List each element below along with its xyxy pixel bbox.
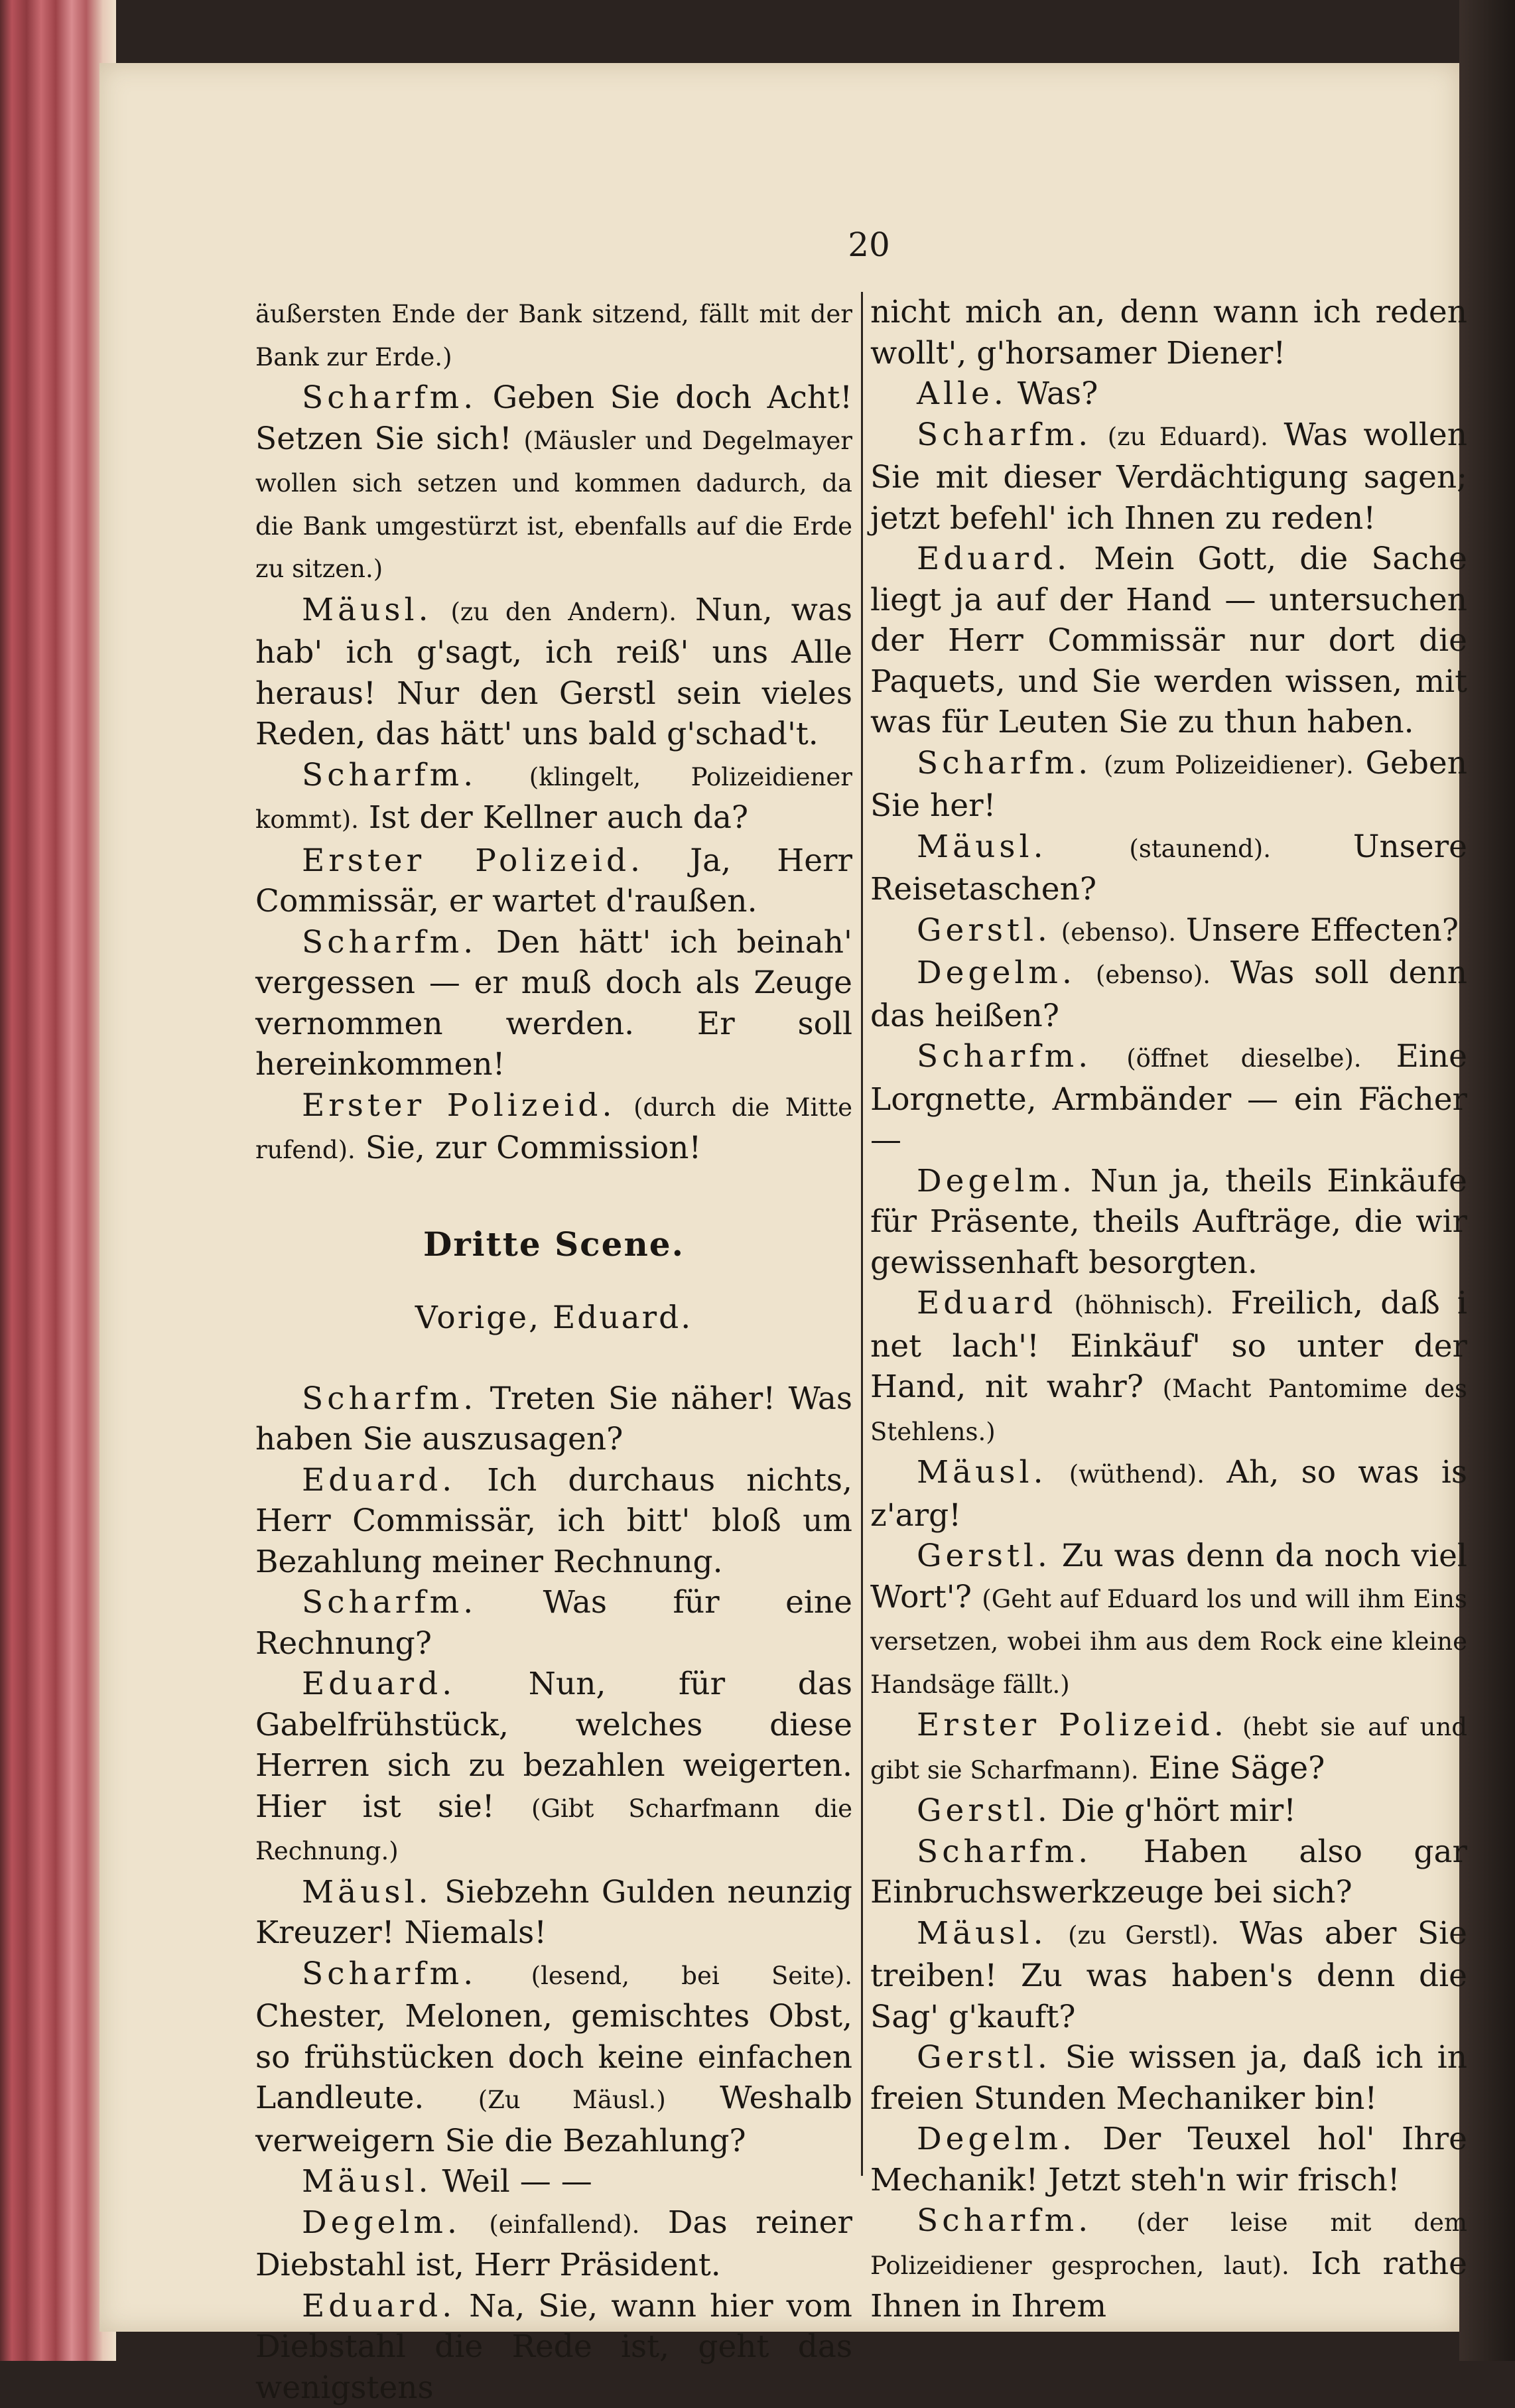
speaker: Gerstl.	[917, 912, 1051, 949]
stage-direction: (ebenso).	[1096, 961, 1211, 989]
speech: Geben Sie her!	[870, 745, 1467, 825]
speaker: Mäusl.	[302, 1874, 432, 1910]
speech: Sie wissen ja, daß ich in freien Stunden Mechaniker bin!	[870, 2039, 1467, 2117]
paragraph	[870, 1913, 1467, 2038]
speech: Ja, Herr Commissär, er wartet d'raußen.	[255, 842, 852, 920]
speech: Was für eine Rechnung?	[255, 1584, 852, 1662]
speaker: Alle.	[917, 375, 1008, 412]
paragraph	[870, 1832, 1467, 1913]
speaker: Scharfm.	[302, 1380, 477, 1417]
speaker: Scharfm.	[917, 2202, 1092, 2239]
stage-direction: (lesend, bei Seite).	[531, 1962, 852, 1990]
paragraph	[870, 1452, 1467, 1536]
stage-direction: (Macht Pantomime des Stehlens.)	[870, 1374, 1467, 1446]
stage-direction: äußersten Ende der Bank sitzend, fällt mit der Bank zur Erde.)	[255, 300, 852, 371]
speech: Chester, Melonen, gemischtes Obst, so frühstücken doch keine einfachen Landleute.	[255, 1998, 852, 2116]
speaker: Gerstl.	[917, 1538, 1051, 1574]
scene-cast: Vorige, Eduard.	[255, 1298, 852, 1339]
speech: Sie, zur Commission!	[365, 1130, 702, 1166]
speaker: Scharfm.	[917, 1834, 1092, 1870]
speech: Unsere Effecten?	[1186, 912, 1459, 949]
paragraph	[870, 2200, 1467, 2327]
speech: Eine Lorgnette, Armbänder — ein Fächer —	[870, 1038, 1467, 1158]
paragraph	[870, 953, 1467, 1036]
speaker: Eduard.	[302, 1666, 456, 1702]
stage-direction: (zu Gerstl).	[1068, 1921, 1219, 1950]
left-column	[255, 292, 852, 2408]
speech: Das reiner Diebstahl ist, Herr Präsident.	[255, 2204, 852, 2284]
paragraph	[255, 1872, 852, 1954]
paragraph	[255, 377, 852, 590]
stage-direction: (wüthend).	[1069, 1460, 1205, 1489]
stage-direction: (einfallend).	[489, 2210, 639, 2239]
speaker: Gerstl.	[917, 2039, 1051, 2076]
speaker: Erster Polizeid.	[917, 1707, 1228, 1743]
speech: Was?	[1018, 375, 1098, 412]
speech: Na, Sie, wann hier vom Diebstahl die Rede ist, geht das wenigstens	[255, 2288, 852, 2406]
speech: Eine Säge?	[1149, 1750, 1325, 1786]
stage-direction: (der leise mit dem Polizeidiener gesprochen, laut).	[870, 2208, 1467, 2280]
paragraph	[255, 2202, 852, 2286]
stage-direction: (Zu Mäusl.)	[478, 2086, 666, 2114]
speaker: Gerstl.	[917, 1792, 1051, 1829]
speech: Freilich, daß i net lach'! Einkäuf' so unter der Hand, nit wahr?	[870, 1285, 1467, 1405]
paragraph	[255, 840, 852, 922]
paragraph	[870, 1790, 1467, 1832]
speaker: Mäusl.	[302, 592, 432, 628]
stage-direction: (durch die Mitte rufend).	[255, 1093, 852, 1165]
speech: nicht mich an, denn wann ich reden wollt', g'horsamer Diener!	[870, 294, 1467, 371]
paragraph	[255, 922, 852, 1085]
paragraph	[870, 2119, 1467, 2200]
paragraph	[870, 910, 1467, 953]
speech: Nun, für das Gabelfrühstück, welches diese Herren sich zu bezahlen weigerten. Hier ist sie!	[255, 1666, 852, 1825]
paragraph	[255, 590, 852, 755]
speech: Ist der Kellner auch da?	[369, 799, 748, 836]
speaker: Eduard.	[302, 2288, 456, 2324]
speech: Der Teuxel hol' Ihre Mechanik! Jetzt steh'n wir frisch!	[870, 2121, 1467, 2198]
paragraph	[870, 415, 1467, 539]
speaker: Mäusl.	[917, 1454, 1047, 1491]
speaker: Erster Polizeid.	[302, 842, 644, 879]
speaker: Degelm.	[917, 2121, 1076, 2157]
paragraph	[255, 1582, 852, 1664]
speech: Ich durchaus nichts, Herr Commissär, ich bitt' bloß um Bezahlung meiner Rechnung.	[255, 1462, 852, 1580]
speech: Mein Gott, die Sache liegt ja auf der Hand — untersuchen der Herr Commissär nur dort die Paquets, und Sie werden wissen, mit was für Leuten Sie zu thun haben.	[870, 541, 1467, 740]
speaker: Eduard.	[302, 1462, 456, 1499]
stage-direction: (Gibt Scharfmann die Rechnung.)	[255, 1794, 852, 1866]
paragraph	[255, 1085, 852, 1171]
speech: Siebzehn Gulden neunzig Kreuzer! Niemals!	[255, 1874, 852, 1952]
background-edge	[1459, 0, 1515, 2361]
speech: Weshalb verweigern Sie die Bezahlung?	[255, 2080, 852, 2159]
speech: Treten Sie näher! Was haben Sie auszusagen?	[255, 1380, 852, 1458]
paragraph	[870, 539, 1467, 743]
stage-direction: (zum Polizeidiener).	[1104, 751, 1354, 779]
speaker: Scharfm.	[917, 1038, 1092, 1075]
column-divider	[861, 292, 863, 2176]
speech: Ich rathe Ihnen in Ihrem	[870, 2245, 1467, 2325]
stage-direction: (öffnet dieselbe).	[1126, 1044, 1361, 1073]
speaker: Mäusl.	[917, 829, 1047, 865]
speaker: Scharfm.	[917, 745, 1092, 781]
speaker: Scharfm.	[302, 757, 477, 793]
stage-direction: (höhnisch).	[1074, 1291, 1213, 1319]
speaker: Scharfm.	[302, 1956, 477, 1992]
page-number: 20	[823, 226, 915, 264]
paragraph	[870, 1283, 1467, 1452]
speaker: Degelm.	[917, 1163, 1076, 1199]
paragraph	[255, 1378, 852, 1460]
speaker: Eduard	[917, 1285, 1057, 1321]
paragraph	[870, 743, 1467, 827]
paragraph	[255, 1664, 852, 1872]
speech: Unsere Reisetaschen?	[870, 829, 1467, 908]
paragraph	[870, 1536, 1467, 1705]
speaker: Scharfm.	[917, 417, 1092, 453]
speaker: Scharfm.	[302, 1584, 477, 1621]
paragraph	[255, 1954, 852, 2162]
speaker: Scharfm.	[302, 924, 477, 961]
paragraph	[870, 1036, 1467, 1161]
speech: Weil — —	[442, 2163, 592, 2200]
speech: Haben also gar Einbruchswerkzeuge bei sich?	[870, 1834, 1467, 1911]
speaker: Mäusl.	[302, 2163, 432, 2200]
stage-direction: (zu den Andern).	[450, 598, 677, 626]
paragraph	[255, 292, 852, 377]
speaker: Mäusl.	[917, 1915, 1047, 1952]
paragraph	[870, 1705, 1467, 1790]
stage-direction: (Mäusler und Degelmayer wollen sich setzen und kommen dadurch, da die Bank umgestürzt ist, ebenfalls auf die Erde zu sitzen.)	[255, 427, 852, 584]
paragraph	[255, 1460, 852, 1583]
book-binding	[0, 0, 116, 2361]
paragraph	[870, 1161, 1467, 1284]
paragraph	[870, 2037, 1467, 2119]
stage-direction: (Geht auf Eduard los und will ihm Eins versetzen, wobei ihm aus dem Rock eine kleine Handsäge fällt.)	[870, 1585, 1467, 1699]
stage-direction: (klingelt, Polizeidiener kommt).	[255, 763, 852, 835]
stage-direction: (hebt sie auf und gibt sie Scharfmann).	[870, 1713, 1467, 1784]
speech: Geben Sie doch Acht! Setzen Sie sich!	[255, 379, 852, 457]
speech: Nun ja, theils Einkäufe für Präsente, theils Aufträge, die wir gewissenhaft besorgten.	[870, 1163, 1467, 1281]
stage-direction: (ebenso).	[1061, 918, 1176, 947]
speech: Was wollen Sie mit dieser Verdächtigung sagen; jetzt befehl' ich Ihnen zu reden!	[870, 417, 1467, 537]
paragraph	[255, 2286, 852, 2408]
speech: Den hätt' ich beinah' vergessen — er muß doch als Zeuge vernommen werden. Er soll hereinkommen!	[255, 924, 852, 1083]
speaker: Scharfm.	[302, 379, 477, 416]
speaker: Eduard.	[917, 541, 1071, 577]
paragraph	[870, 373, 1467, 415]
speaker: Erster Polizeid.	[302, 1087, 616, 1124]
speech: Was soll denn das heißen?	[870, 955, 1467, 1034]
speaker: Degelm.	[917, 955, 1076, 991]
paragraph	[255, 755, 852, 840]
speech: Zu was denn da noch viel Wort'?	[870, 1538, 1467, 1615]
paragraph	[255, 2161, 852, 2202]
speaker: Degelm.	[302, 2204, 461, 2241]
stage-direction: (staunend).	[1129, 835, 1271, 863]
scene-title: Dritte Scene.	[255, 1224, 852, 1265]
speech: Ah, so was is z'arg!	[870, 1454, 1467, 1534]
speech: Die g'hört mir!	[1061, 1792, 1296, 1829]
stage-direction: (zu Eduard).	[1108, 423, 1268, 451]
paragraph	[870, 292, 1467, 373]
right-column	[870, 292, 1467, 2327]
speech: Nun, was hab' ich g'sagt, ich reiß' uns Alle heraus! Nur den Gerstl sein vieles Reden, das hätt' uns bald g'schad't.	[255, 592, 852, 753]
paragraph	[870, 827, 1467, 910]
speech: Was aber Sie treiben! Zu was haben's denn die Sag' g'kauft?	[870, 1915, 1467, 2035]
